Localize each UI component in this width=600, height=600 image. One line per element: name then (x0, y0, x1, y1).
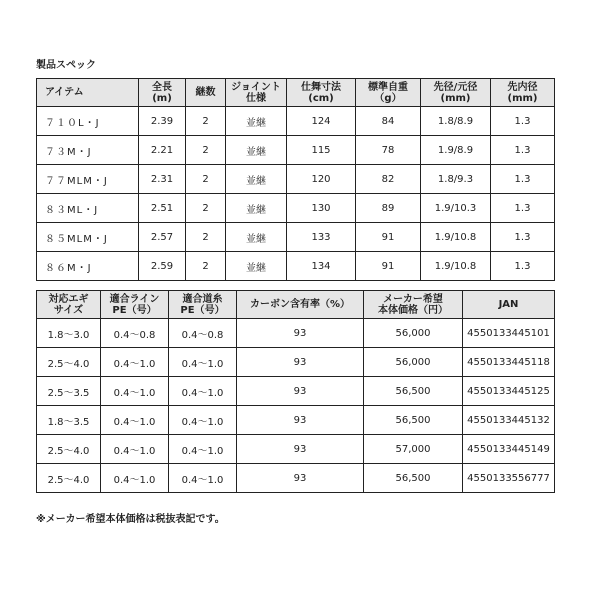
spec-table-2-header-row (37, 291, 555, 319)
spec-table-2-body (37, 319, 555, 493)
table-cell: 1.3 (491, 136, 555, 165)
spec-table2-header-cell: カーボン含有率（%） (237, 291, 364, 319)
table-cell: 93 (237, 348, 364, 377)
table-cell: 2 (186, 136, 226, 165)
table-cell: 4550133445125 (463, 377, 555, 406)
spec-table (36, 78, 555, 281)
table-cell: 2.39 (139, 107, 186, 136)
table-cell: ７１０L・J (37, 107, 139, 136)
table-row (37, 319, 555, 348)
table-cell: 4550133556777 (463, 464, 555, 493)
table-cell: 1.8～3.0 (37, 319, 101, 348)
table-cell: ８３ML・J (37, 194, 139, 223)
table-cell: 0.4～1.0 (101, 464, 169, 493)
table-cell: 1.8/8.9 (421, 107, 491, 136)
spec-table-2 (36, 290, 555, 493)
page-title: 製品スペック (36, 60, 96, 71)
table-cell: 1.9/10.8 (421, 223, 491, 252)
spec-table-header-cell: 継数 (186, 79, 226, 107)
table-row (37, 223, 555, 252)
table-cell: ７７MLM・J (37, 165, 139, 194)
table-cell: 0.4～1.0 (169, 348, 237, 377)
table-cell: 1.3 (491, 252, 555, 281)
spec-table-header-cell: 先内径 (mm) (491, 79, 555, 107)
table-cell: 2 (186, 223, 226, 252)
table-cell: 124 (287, 107, 356, 136)
table-cell: 2 (186, 252, 226, 281)
table-cell: 93 (237, 464, 364, 493)
spec-table2-header-cell: 適合道糸 PE（号） (169, 291, 237, 319)
table-cell: 84 (356, 107, 421, 136)
spec-table-header-row (37, 79, 555, 107)
table-row (37, 435, 555, 464)
table-cell: 57,000 (364, 435, 463, 464)
table-cell: 2.59 (139, 252, 186, 281)
table-row (37, 165, 555, 194)
spec-table2-header-cell: メーカー希望 本体価格（円） (364, 291, 463, 319)
spec-table-body (37, 107, 555, 281)
table-row (37, 406, 555, 435)
table-cell: 2.5～3.5 (37, 377, 101, 406)
table-cell: 1.9/8.9 (421, 136, 491, 165)
table-cell: ８６M・J (37, 252, 139, 281)
table-cell: 並継 (226, 223, 287, 252)
table-cell: 93 (237, 435, 364, 464)
table-row (37, 377, 555, 406)
table-cell: 並継 (226, 107, 287, 136)
table-cell: 2.31 (139, 165, 186, 194)
table-row (37, 136, 555, 165)
table-cell: 82 (356, 165, 421, 194)
table-row (37, 348, 555, 377)
table-cell: 4550133445149 (463, 435, 555, 464)
table-cell: 2.5～4.0 (37, 464, 101, 493)
table-cell: 0.4～1.0 (169, 377, 237, 406)
table-cell: 115 (287, 136, 356, 165)
table-cell: 93 (237, 406, 364, 435)
table-cell: 89 (356, 194, 421, 223)
table-row (37, 252, 555, 281)
table-cell: 2.51 (139, 194, 186, 223)
table-cell: 0.4～1.0 (101, 348, 169, 377)
table-cell: 130 (287, 194, 356, 223)
table-cell: ８５MLM・J (37, 223, 139, 252)
table-cell: 2 (186, 194, 226, 223)
table-cell: 2.5～4.0 (37, 435, 101, 464)
table-cell: 並継 (226, 136, 287, 165)
table-cell: 2 (186, 165, 226, 194)
table-cell: 4550133445118 (463, 348, 555, 377)
table-cell: 4550133445101 (463, 319, 555, 348)
table-cell: 91 (356, 252, 421, 281)
table-cell: 56,500 (364, 377, 463, 406)
spec-table-header-cell: 先径/元径 (mm) (421, 79, 491, 107)
table-cell: 2.57 (139, 223, 186, 252)
table-row (37, 464, 555, 493)
table-cell: 56,000 (364, 319, 463, 348)
table-cell: 1.3 (491, 223, 555, 252)
table-cell: 1.8/9.3 (421, 165, 491, 194)
table-cell: ７３M・J (37, 136, 139, 165)
table-cell: 56,000 (364, 348, 463, 377)
table-cell: 2.21 (139, 136, 186, 165)
table-cell: 0.4～1.0 (101, 435, 169, 464)
table-cell: 2.5～4.0 (37, 348, 101, 377)
table-cell: 78 (356, 136, 421, 165)
table-cell: 0.4～1.0 (169, 406, 237, 435)
spec-table-header-cell: 全長 (m) (139, 79, 186, 107)
table-cell: 4550133445132 (463, 406, 555, 435)
table-cell: 並継 (226, 252, 287, 281)
spec-table-header-cell: 仕舞寸法 (cm) (287, 79, 356, 107)
table-cell: 2 (186, 107, 226, 136)
table-cell: 91 (356, 223, 421, 252)
table-cell: 134 (287, 252, 356, 281)
table-cell: 56,500 (364, 406, 463, 435)
table-cell: 1.3 (491, 194, 555, 223)
table-cell: 並継 (226, 165, 287, 194)
table-cell: 1.8～3.5 (37, 406, 101, 435)
table-cell: 56,500 (364, 464, 463, 493)
table-cell: 並継 (226, 194, 287, 223)
table-cell: 1.3 (491, 107, 555, 136)
price-note: ※メーカー希望本体価格は税抜表記です。 (36, 514, 225, 525)
table-cell: 0.4～1.0 (101, 377, 169, 406)
table-cell: 0.4～1.0 (169, 435, 237, 464)
table-cell: 93 (237, 377, 364, 406)
spec-table-header-cell: ジョイント 仕様 (226, 79, 287, 107)
spec-table-header-cell: 標準自重 （g） (356, 79, 421, 107)
table-cell: 0.4～0.8 (169, 319, 237, 348)
table-cell: 93 (237, 319, 364, 348)
table-cell: 120 (287, 165, 356, 194)
table-cell: 1.9/10.3 (421, 194, 491, 223)
spec-table-header-cell: アイテム (37, 79, 139, 107)
spec-table2-header-cell: 適合ライン PE（号） (101, 291, 169, 319)
table-cell: 1.3 (491, 165, 555, 194)
table-cell: 0.4～0.8 (101, 319, 169, 348)
table-cell: 0.4～1.0 (101, 406, 169, 435)
spec-table2-header-cell: JAN (463, 291, 555, 319)
table-cell: 1.9/10.8 (421, 252, 491, 281)
table-cell: 133 (287, 223, 356, 252)
table-row (37, 194, 555, 223)
spec-table2-header-cell: 対応エギ サイズ (37, 291, 101, 319)
table-row (37, 107, 555, 136)
table-cell: 0.4～1.0 (169, 464, 237, 493)
